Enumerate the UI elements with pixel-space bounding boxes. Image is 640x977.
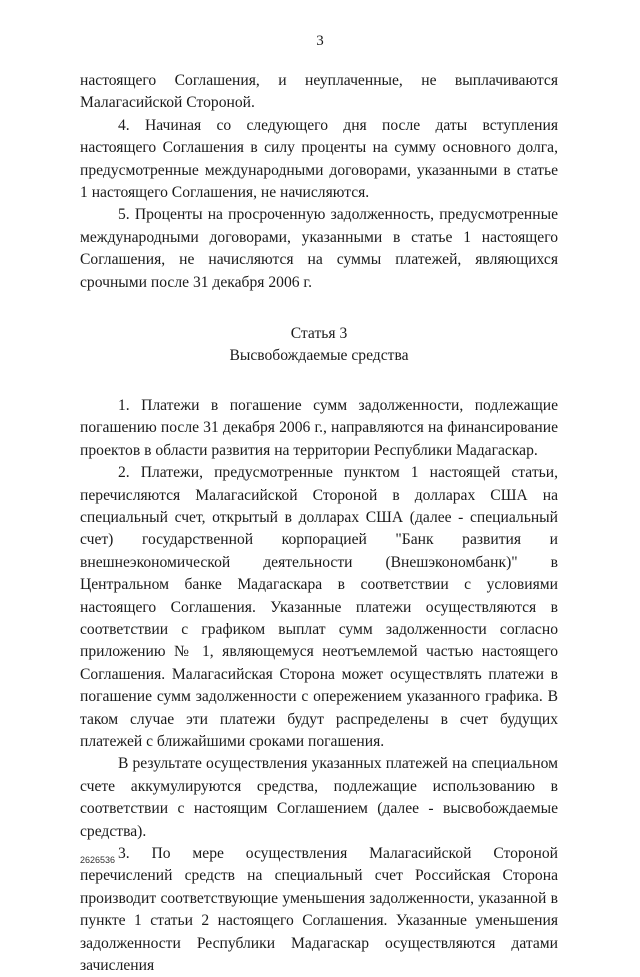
article-3-paragraph-1: 1. Платежи в погашение сумм задолженности, подлежащие погашению после 31 декабря 2006 г., направляются на финансирование проектов в области развития на территории Республики Мадагаскар. bbox=[80, 396, 558, 459]
page-number: 3 bbox=[316, 33, 324, 49]
article-3-paragraph-2-result: В результате осуществления указанных платежей на специальном счете аккумулируются средства, подлежащие использованию в соответствии с настоящим Соглашением (далее - высвобождаемые средства). bbox=[80, 755, 558, 840]
article-3-paragraph-3: 3. По мере осуществления Малагасийской Стороной перечислений средств на специальный счет Российская Сторона производит соответствующие уменьшения задолженности, указанной в пункте 1 статьи 2 настоящего Соглашения. Указанные уменьшения задолженности Республики Мадагаскар осуществляются датами зачисления bbox=[80, 845, 558, 975]
paragraph-5: 5. Проценты на просроченную задолженность, предусмотренные международными договорами, указанными в статье 1 настоящего Соглашения, не начисляются на суммы платежей, являющихся срочными после 31 декабря 2006 г. bbox=[80, 206, 558, 291]
article-number: Статья 3 bbox=[290, 325, 348, 343]
paragraph-continuation: настоящего Соглашения, и неуплаченные, не выплачиваются Малагасийской Стороной. bbox=[80, 72, 558, 112]
paragraph-4: 4. Начиная со следующего дня после даты вступления настоящего Соглашения в силу проценты на сумму основного долга, предусмотренные международными договорами, указанными в статье 1 настоящего Соглашения, не начисляются. bbox=[80, 116, 558, 202]
article-heading bbox=[80, 323, 558, 368]
document-code: 2626536 bbox=[80, 855, 116, 865]
document-body bbox=[80, 70, 558, 977]
article-3-paragraph-2: 2. Платежи, предусмотренные пунктом 1 настоящей статьи, перечисляются Малагасийской Стороной в долларах США на специальный счет, открытый в долларах США (далее - специальный счет) государственной корпорацией "Банк развития и внешнеэкономической деятельности (Внешэкономбанк)" в Центральном банке Мадагаскара в соответствии с условиями настоящего Соглашения. Указанные платежи осуществляются в соответствии с графиком выплат сумм задолженности согласно приложению № 1, являющемуся неотъемлемой частью настоящего Соглашения. Малагасийская Сторона может осуществлять платежи в погашение сумм задолженности с опережением указанного графика. В таком случае эти платежи будут распределены в счет будущих платежей с ближайшими сроками погашения. bbox=[80, 464, 558, 750]
article-title: Высвобождаемые средства bbox=[229, 347, 409, 365]
